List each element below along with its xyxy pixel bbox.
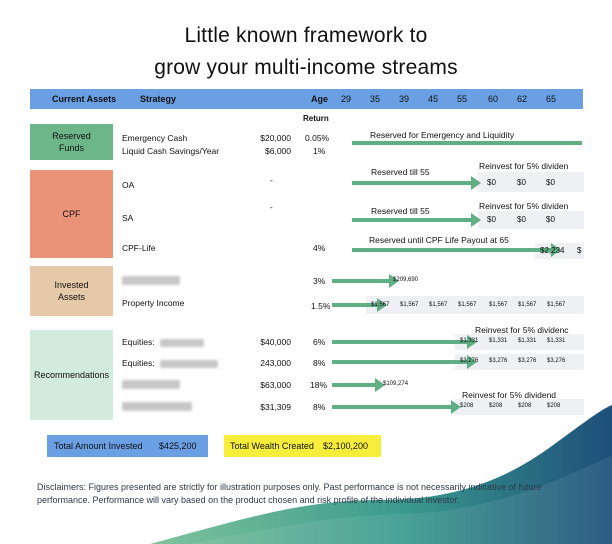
total-invested-label: Total Amount Invested	[54, 441, 143, 451]
row-oa-value: $0	[487, 178, 496, 187]
row-equities2-value: $3,276	[547, 358, 566, 364]
category-reserved-funds: Reserved Funds	[30, 124, 113, 160]
row-rec3-amount: $63,000	[260, 380, 291, 390]
row-sa-note: Reserved till 55	[371, 206, 430, 216]
row-property-label: Property Income	[122, 298, 185, 308]
header-age-62: 62	[517, 94, 528, 104]
row-cpf-life-return: 4%	[313, 243, 326, 253]
category-cpf: CPF	[30, 170, 113, 258]
row-oa-reinvest: Reinvest for 5% dividen	[479, 161, 569, 171]
row-rec4-value: $208	[460, 403, 474, 409]
row-cpf-life-value: $2,234	[540, 246, 565, 255]
row-property-return: 1.5%	[311, 301, 331, 311]
row-property-value: $1,567	[400, 302, 419, 308]
row-oa-arrow	[352, 181, 472, 185]
row-equities2-return: 8%	[313, 358, 326, 368]
row-property-value: $1,567	[429, 302, 448, 308]
row-equities1-reinvest: Reinvest for 5% dividenc	[475, 325, 569, 335]
header-strategy: Strategy	[140, 94, 177, 104]
row-cpf-life-note: Reserved until CPF Life Payout at 65	[369, 235, 509, 245]
row-liquid-return: 1%	[313, 146, 326, 156]
row-liquid-amount: $6,000	[265, 146, 291, 156]
row-equities1-label: Equities:	[122, 337, 204, 347]
header-age-60: 60	[488, 94, 499, 104]
row-property-value: $1,567	[371, 302, 390, 308]
header-age: Age	[311, 94, 329, 104]
row-rec4-value: $208	[547, 403, 561, 409]
total-invested-box	[47, 435, 208, 457]
row-property-value: $1,567	[458, 302, 477, 308]
header-age-35: 35	[370, 94, 381, 104]
row-rec4-amount: $31,309	[260, 402, 291, 412]
row-oa-value: $0	[517, 178, 526, 187]
row-rec4-reinvest: Reinvest for 5% dividend	[462, 390, 557, 400]
row-equities2-arrow	[332, 360, 468, 364]
row-emergency-return: 0.05%	[305, 133, 330, 143]
disclaimer-text: Disclaimers: Figures presented are strictly for illustration purposes only. Past performance is not necessarily indicative of future performance. Performance will vary based on the product chosen and risk profile of the individual investor.	[37, 482, 542, 505]
redacted-fund-name	[160, 339, 204, 347]
row-rec3-arrow	[332, 383, 376, 387]
row-oa-amount: -	[270, 175, 273, 185]
row-equities1-amount: $40,000	[260, 337, 291, 347]
row-equities1-value: $1,331	[518, 338, 537, 344]
redacted-asset-name	[122, 276, 180, 285]
row-liquid-label: Liquid Cash Savings/Year	[122, 146, 220, 156]
total-wealth-value: $2,100,200	[323, 441, 369, 451]
row-equities2-value: $3,276	[518, 358, 537, 364]
redacted-fund-name	[122, 402, 192, 411]
row-sa-value: $0	[517, 215, 526, 224]
row-property-value: $1,567	[518, 302, 537, 308]
row-emergency-label: Emergency Cash	[122, 133, 188, 143]
row-rec4-return: 8%	[313, 402, 326, 412]
reserved-note: Reserved for Emergency and Liquidity	[370, 130, 515, 140]
row-emergency-amount: $20,000	[260, 133, 291, 143]
row-invested1-value: $209,690	[393, 277, 419, 283]
redacted-fund-name	[160, 360, 218, 368]
header-age-29: 29	[341, 94, 352, 104]
header-age-45: 45	[428, 94, 439, 104]
header-current-assets: Current Assets	[52, 94, 117, 104]
row-cpf-life-value-cut: $	[577, 246, 582, 255]
row-equities1-arrow	[332, 340, 468, 344]
category-invested-assets: Invested Assets	[30, 266, 113, 316]
row-cpf-life-arrow	[352, 248, 552, 252]
row-rec3-value: $109,274	[383, 381, 409, 387]
total-wealth-label: Total Wealth Created	[230, 441, 314, 451]
row-oa-note: Reserved till 55	[371, 167, 430, 177]
row-sa-arrow	[352, 218, 472, 222]
row-oa-label: OA	[122, 180, 135, 190]
table-header	[30, 89, 583, 109]
row-equities1-value: $1,331	[489, 338, 508, 344]
row-equities2-amount: 243,000	[260, 358, 291, 368]
row-equities2-value: $3,276	[489, 358, 508, 364]
header-age-39: 39	[399, 94, 410, 104]
header-return: Return	[303, 114, 329, 123]
row-invested1-arrow	[332, 279, 390, 283]
row-sa-reinvest: Reinvest for 5% dividen	[479, 201, 569, 211]
row-equities2-label: Equities:	[122, 358, 218, 368]
row-sa-amount: -	[270, 202, 273, 212]
row-equities1-value: $1,331	[460, 338, 479, 344]
row-property-value: $1,567	[547, 302, 566, 308]
row-rec4-value: $208	[489, 403, 503, 409]
page-title-line-1: Little known framework to	[184, 24, 428, 47]
redacted-fund-name	[122, 380, 180, 389]
category-recommendations: Recommendations	[30, 330, 113, 420]
page-title-line-2: grow your multi-income streams	[154, 56, 458, 79]
row-rec4-value: $208	[518, 403, 532, 409]
row-equities1-return: 6%	[313, 337, 326, 347]
row-invested1-return: 3%	[313, 276, 326, 286]
total-invested-value: $425,200	[159, 441, 197, 451]
row-sa-label: SA	[122, 213, 134, 223]
row-rec3-return: 18%	[310, 380, 328, 390]
row-oa-value: $0	[546, 178, 555, 187]
total-wealth-box	[224, 435, 381, 457]
reserved-bar	[352, 141, 582, 145]
row-sa-value: $0	[546, 215, 555, 224]
header-age-55: 55	[457, 94, 468, 104]
row-equities2-value: $3,276	[460, 358, 479, 364]
row-equities1-value: $1,331	[547, 338, 566, 344]
row-cpf-life-label: CPF-Life	[122, 243, 156, 253]
row-property-value: $1,567	[489, 302, 508, 308]
header-age-65: 65	[546, 94, 557, 104]
row-rec4-arrow	[332, 405, 452, 409]
row-sa-value: $0	[487, 215, 496, 224]
